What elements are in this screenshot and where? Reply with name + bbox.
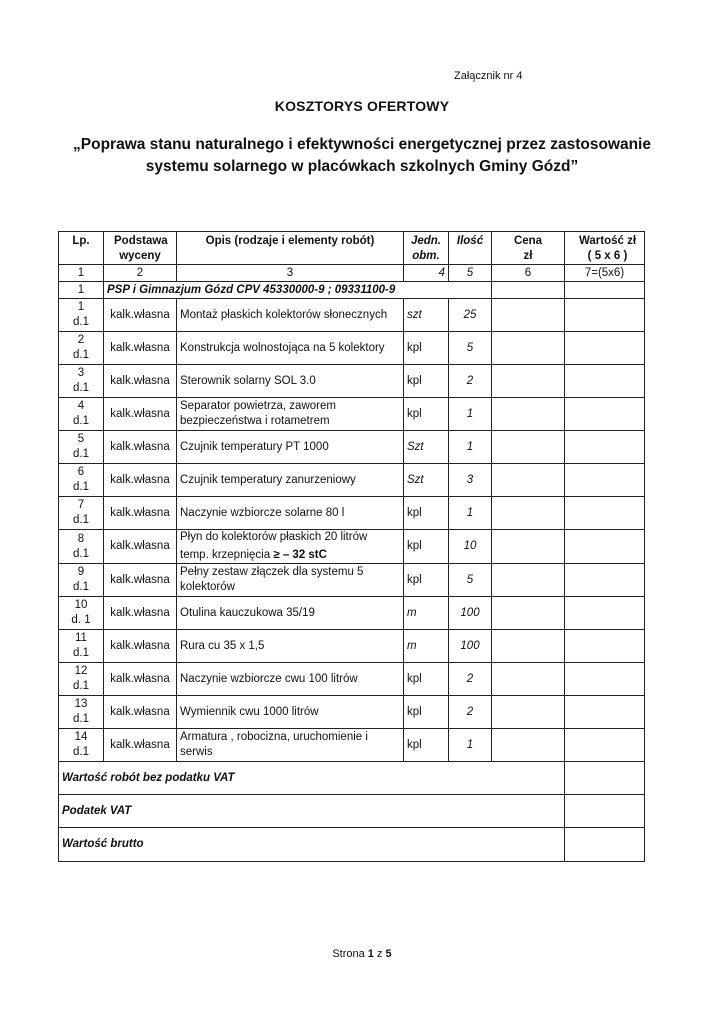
row-price [492, 530, 565, 564]
row-basis: kalk.własna [104, 564, 177, 597]
row-quantity: 5 [449, 332, 492, 365]
row-value [565, 464, 645, 497]
row-quantity: 1 [449, 398, 492, 431]
row-quantity: 25 [449, 299, 492, 332]
column-number-row [59, 265, 645, 282]
row-price [492, 464, 565, 497]
row-number-value: 2 [77, 334, 85, 346]
footer-prefix: Strona [332, 948, 368, 960]
col-num-1: 1 [59, 265, 104, 282]
row-unit: kpl [404, 530, 449, 564]
table-row [59, 431, 645, 464]
col-num-2: 2 [104, 265, 177, 282]
row-description-text: Wymiennik cwu 1000 litrów [180, 705, 319, 718]
row-value [565, 696, 645, 729]
table-row [59, 398, 645, 431]
row-description-text: Separator powietrza, zaworem bezpieczeństwa i rotametrem [180, 400, 336, 427]
row-price [492, 431, 565, 464]
row-number-value: 1 [77, 301, 85, 313]
row-number-value: 3 [77, 367, 85, 379]
header-price: Cena zł [492, 232, 565, 265]
row-quantity: 100 [449, 597, 492, 630]
row-value [565, 597, 645, 630]
row-value [565, 332, 645, 365]
row-subsection: d.1 [73, 382, 89, 394]
header-quantity: Ilość [449, 232, 492, 265]
row-basis: kalk.własna [104, 630, 177, 663]
row-subsection: d.1 [73, 316, 89, 328]
row-description-text: Naczynie wzbiorcze cwu 100 litrów [180, 672, 358, 685]
row-description-text: Sterownik solarny SOL 3.0 [180, 374, 316, 387]
row-description [177, 729, 404, 762]
row-description-line2-text: temp. krzepnięcia [180, 549, 274, 561]
total-net-row [59, 762, 645, 795]
row-number-value: 4 [77, 400, 85, 412]
row-quantity: 1 [449, 729, 492, 762]
row-value [565, 497, 645, 530]
section-row [59, 282, 645, 299]
row-price [492, 663, 565, 696]
row-subsection: d.1 [73, 547, 89, 560]
row-unit: kpl [404, 497, 449, 530]
footer-total: 5 [385, 948, 392, 960]
row-unit: m [404, 597, 449, 630]
row-price [492, 299, 565, 332]
row-description [177, 398, 404, 431]
footer-middle: z [373, 948, 386, 960]
row-number-value: 6 [77, 466, 85, 478]
row-unit: kpl [404, 663, 449, 696]
row-description [177, 365, 404, 398]
row-number [59, 729, 104, 762]
row-number-value: 5 [77, 433, 85, 445]
row-price [492, 365, 565, 398]
row-subsection: d.1 [73, 448, 89, 460]
row-description [177, 497, 404, 530]
table-row [59, 564, 645, 597]
row-value [565, 530, 645, 564]
row-description-text: Czujnik temperatury PT 1000 [180, 440, 329, 453]
row-price [492, 696, 565, 729]
row-value [565, 564, 645, 597]
row-number [59, 332, 104, 365]
row-number-value: 8 [77, 532, 85, 545]
row-unit: kpl [404, 365, 449, 398]
row-unit: szt [404, 299, 449, 332]
row-quantity: 100 [449, 630, 492, 663]
row-quantity: 2 [449, 365, 492, 398]
header-row [59, 232, 645, 265]
col-num-7: 7=(5x6) [565, 265, 645, 282]
total-vat-value [565, 795, 645, 828]
row-number [59, 398, 104, 431]
table-row [59, 597, 645, 630]
row-subsection: d.1 [73, 581, 89, 593]
row-number-value: 13 [74, 698, 88, 710]
total-net-value [565, 762, 645, 795]
row-number [59, 630, 104, 663]
row-quantity: 1 [449, 497, 492, 530]
row-description-text: Czujnik temperatury zanurzeniowy [180, 473, 356, 486]
row-number [59, 497, 104, 530]
footer-page: 1 [367, 948, 374, 960]
row-value [565, 729, 645, 762]
row-description-text: Naczynie wzbiorcze solarne 80 l [180, 506, 345, 519]
row-number-value: 12 [74, 665, 88, 677]
total-vat-row [59, 795, 645, 828]
row-unit: kpl [404, 332, 449, 365]
row-price [492, 630, 565, 663]
document-title: KOSZTORYS OFERTOWY [274, 98, 450, 114]
row-unit: m [404, 630, 449, 663]
cost-estimate-table [58, 231, 645, 862]
row-value [565, 663, 645, 696]
table-row [59, 497, 645, 530]
row-quantity: 2 [449, 663, 492, 696]
row-price [492, 497, 565, 530]
row-unit: kpl [404, 729, 449, 762]
table-row [59, 365, 645, 398]
row-subsection: d.1 [73, 514, 89, 526]
row-quantity: 5 [449, 564, 492, 597]
row-number-value: 11 [75, 632, 87, 644]
row-value [565, 431, 645, 464]
row-value [565, 299, 645, 332]
table-row [59, 332, 645, 365]
col-num-5: 5 [449, 265, 492, 282]
row-subsection: d.1 [73, 647, 89, 659]
row-quantity: 3 [449, 464, 492, 497]
total-gross-label: Wartość brutto [59, 828, 565, 862]
row-description [177, 663, 404, 696]
row-subsection: d.1 [73, 713, 89, 725]
row-description-text: Konstrukcja wolnostojąca na 5 kolektory [180, 341, 385, 354]
table-row [59, 663, 645, 696]
row-description-text: Montaż płaskich kolektorów słonecznych [180, 308, 388, 321]
row-price [492, 729, 565, 762]
row-unit: kpl [404, 696, 449, 729]
row-unit: kpl [404, 398, 449, 431]
row-number [59, 564, 104, 597]
row-basis: kalk.własna [104, 530, 177, 564]
header-basis: Podstawa wyceny [104, 232, 177, 265]
row-basis: kalk.własna [104, 696, 177, 729]
total-gross-row [59, 828, 645, 862]
col-num-4: 4 [404, 265, 449, 282]
document-subtitle: „Poprawa stanu naturalnego i efektywności energetycznej przez zastosowanie systemu solarnego w placówkach szkolnych Gminy Gózd” [73, 136, 651, 175]
header-lp: Lp. [59, 232, 104, 265]
section-value-cell [565, 282, 645, 299]
row-description [177, 530, 404, 564]
table-row [59, 696, 645, 729]
row-price [492, 398, 565, 431]
row-number-value: 14 [74, 731, 88, 743]
row-description-text: Pełny zestaw złączek dla systemu 5 kolektorów [180, 566, 364, 593]
row-number-value: 10 [74, 599, 88, 611]
section-title: PSP i Gimnazjum Gózd CPV 45330000-9 ; 09331100-9 [104, 282, 492, 299]
table-row [59, 464, 645, 497]
row-description-line2-bold: ≥ – 32 stC [273, 549, 327, 561]
row-description [177, 332, 404, 365]
row-description-line2 [180, 548, 400, 563]
row-price [492, 597, 565, 630]
section-price-cell [492, 282, 565, 299]
row-description [177, 597, 404, 630]
row-value [565, 398, 645, 431]
row-basis: kalk.własna [104, 299, 177, 332]
col-num-6: 6 [492, 265, 565, 282]
row-basis: kalk.własna [104, 332, 177, 365]
row-subsection: d.1 [73, 680, 89, 692]
row-subsection: d. 1 [71, 614, 91, 626]
total-vat-label: Podatek VAT [59, 795, 565, 828]
table-row [59, 630, 645, 663]
header-value: Wartość zł ( 5 x 6 ) [565, 232, 645, 265]
row-number-value: 7 [77, 499, 85, 511]
row-unit: Szt [404, 431, 449, 464]
annex-label: Załącznik nr 4 [454, 70, 523, 82]
row-subsection: d.1 [73, 481, 89, 493]
table-row [59, 299, 645, 332]
row-quantity: 2 [449, 696, 492, 729]
row-description [177, 564, 404, 597]
row-subsection: d.1 [73, 349, 89, 361]
row-number-value: 9 [77, 566, 85, 578]
row-basis: kalk.własna [104, 431, 177, 464]
row-subsection: d.1 [73, 415, 89, 427]
row-description-text: Rura cu 35 x 1,5 [180, 639, 265, 652]
row-number [59, 365, 104, 398]
row-description [177, 696, 404, 729]
header-description: Opis (rodzaje i elementy robót) [177, 232, 404, 265]
row-description-text: Otulina kauczukowa 35/19 [180, 606, 315, 619]
row-basis: kalk.własna [104, 464, 177, 497]
row-value [565, 630, 645, 663]
row-quantity: 1 [449, 431, 492, 464]
row-description [177, 464, 404, 497]
row-number [59, 663, 104, 696]
row-unit: kpl [404, 564, 449, 597]
row-number [59, 530, 104, 564]
table-row [59, 729, 645, 762]
row-number [59, 431, 104, 464]
row-value [565, 365, 645, 398]
row-number [59, 597, 104, 630]
row-quantity: 10 [449, 530, 492, 564]
row-unit: Szt [404, 464, 449, 497]
row-description-text: Armatura , robocizna, uruchomienie i serwis [180, 731, 368, 758]
row-description [177, 299, 404, 332]
row-number [59, 696, 104, 729]
row-basis: kalk.własna [104, 398, 177, 431]
row-basis: kalk.własna [104, 597, 177, 630]
row-description [177, 630, 404, 663]
col-num-3: 3 [177, 265, 404, 282]
row-basis: kalk.własna [104, 497, 177, 530]
row-number [59, 299, 104, 332]
row-number [59, 464, 104, 497]
total-net-label: Wartość robót bez podatku VAT [59, 762, 565, 795]
section-number: 1 [59, 282, 104, 299]
row-basis: kalk.własna [104, 663, 177, 696]
row-subsection: d.1 [73, 746, 89, 758]
total-gross-value [565, 828, 645, 862]
row-basis: kalk.własna [104, 365, 177, 398]
row-basis: kalk.własna [104, 729, 177, 762]
page-footer [0, 948, 724, 960]
header-unit: Jedn. obm. [404, 232, 449, 265]
row-description [177, 431, 404, 464]
row-description-text: Płyn do kolektorów płaskich 20 litrów [180, 531, 368, 543]
row-price [492, 564, 565, 597]
table-row [59, 530, 645, 564]
row-price [492, 332, 565, 365]
